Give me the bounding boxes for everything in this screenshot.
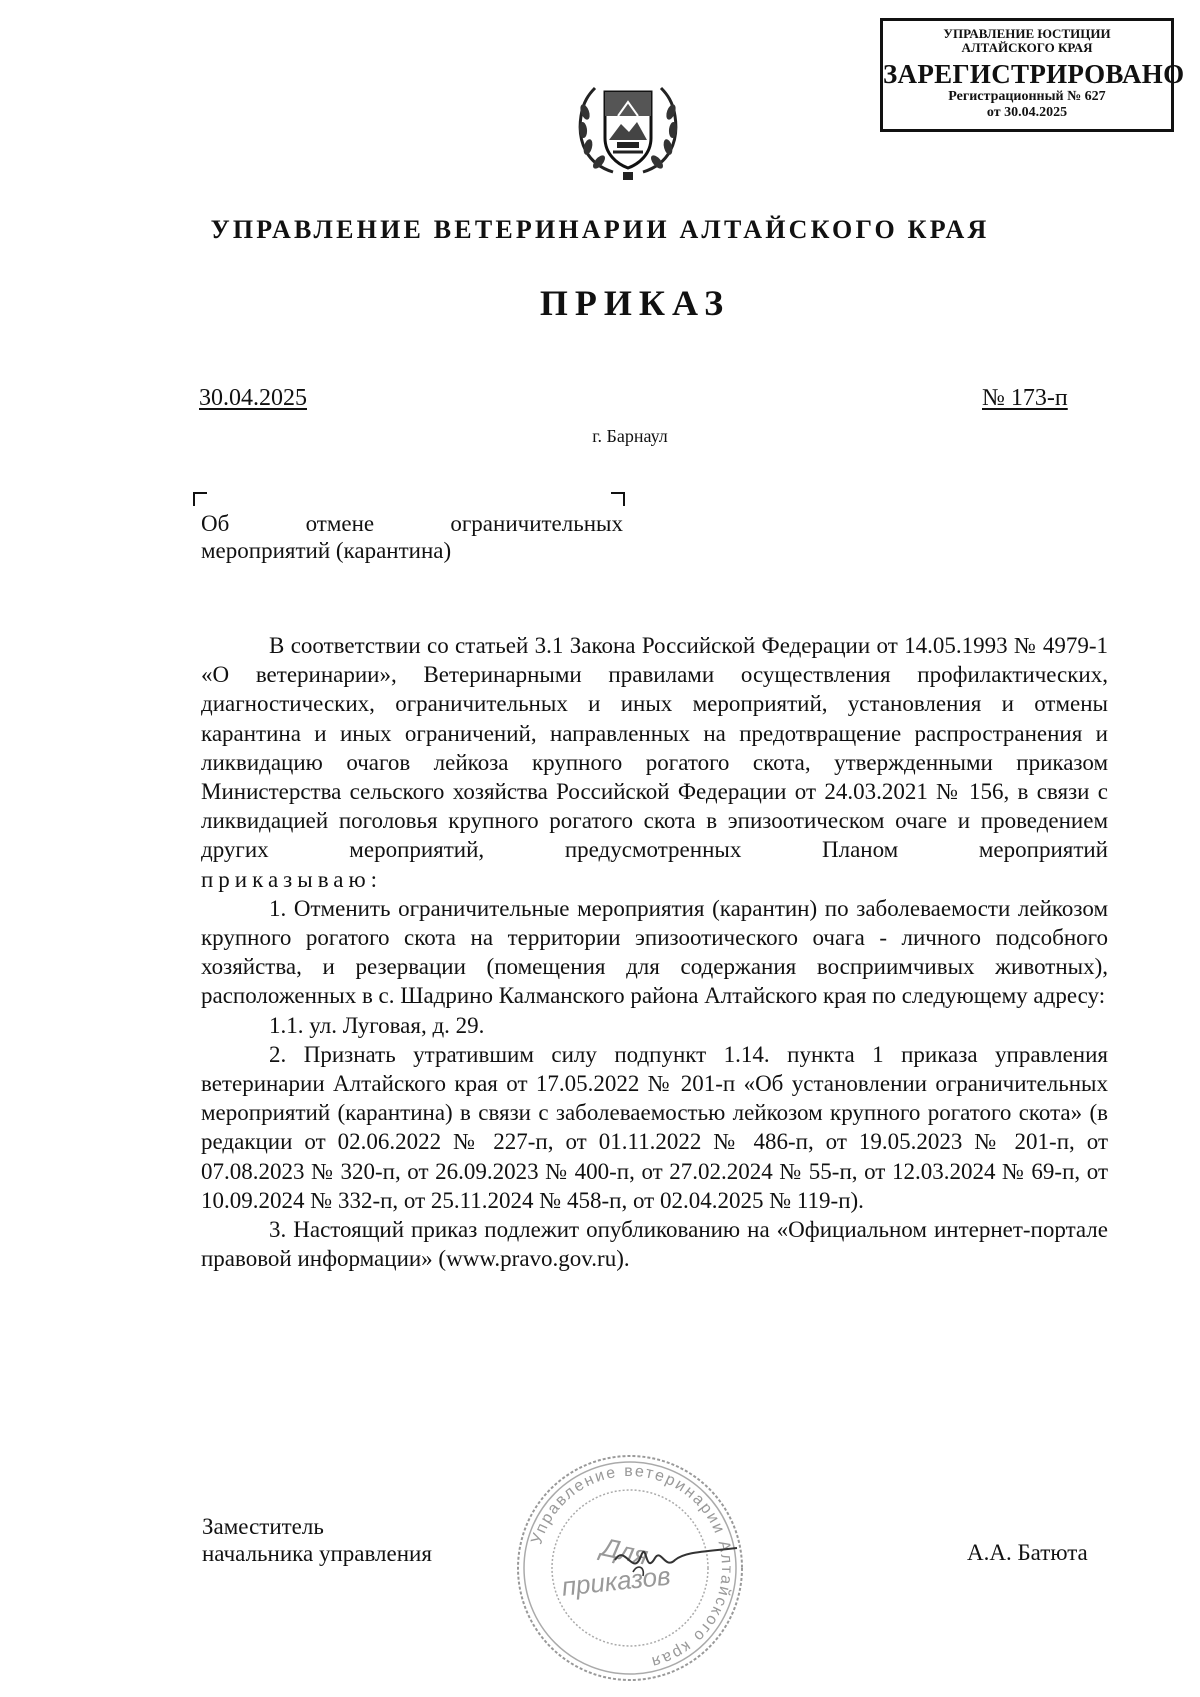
signatory-title-line1: Заместитель [202, 1514, 324, 1539]
official-seal [505, 1448, 755, 1688]
svg-text:приказов: приказов [560, 1560, 672, 1602]
subject-word: ограничительных [450, 511, 623, 536]
item-1-paragraph: 1. Отменить ограничительные мероприятия (карантин) по заболеваемости лейкозом крупного рогатого скота на территории эпизоотического очага - личного подсобного хозяйства, и резервации (помещения для содержания восприимчивых животных), расположенных в с. Шадрино Калманского района Алтайского края по следующему адресу: [201, 895, 1108, 1009]
document-subject [201, 510, 623, 564]
signatory-title [202, 1513, 432, 1567]
registration-number: Регистрационный № 627 [948, 89, 1106, 104]
coat-of-arms-icon [573, 72, 683, 182]
item-2-paragraph: 2. Признать утратившим силу подпункт 1.14. пункта 1 приказа управления ветеринарии Алтайского края от 17.05.2022 № 201-п «Об установлении ограничительных мероприятий (карантина) в связи с заболеваемостью лейкозом крупного рогатого скота» (в редакции от 02.06.2022 № 227-п, от 01.11.2022 № 486-п, от 19.05.2023 № 201-п, от 07.08.2023 № 320-п, от 26.09.2023 № 400-п, от 27.02.2024 № 55-п, от 12.03.2024 № 69-п, от 10.09.2024 № 332-п, от 25.11.2024 № 458-п, от 02.04.2025 № 119-п). [201, 1041, 1108, 1213]
document-city: г. Барнаул [592, 426, 668, 446]
subject-line-1 [201, 510, 623, 537]
document-type: ПРИКАЗ [539, 283, 731, 323]
document-body [201, 631, 1108, 1273]
signatory-name: А.А. Батюта [967, 1540, 1088, 1565]
subject-line-2: мероприятий (карантина) [201, 538, 452, 563]
subject-corner-left [193, 492, 207, 506]
item-3-paragraph: 3. Настоящий приказ подлежит опубликованию на «Официальном интернет-портале правовой информации» (www.pravo.gov.ru). [201, 1217, 1108, 1272]
svg-text:Управление ветеринарии Алтайск: Управление ветеринарии Алтайского края [528, 1462, 736, 1671]
agency-name: УПРАВЛЕНИЕ ВЕТЕРИНАРИИ АЛТАЙСКОГО КРАЯ [210, 215, 990, 244]
command-line [201, 865, 1108, 894]
registration-stamp [880, 18, 1185, 132]
registration-status: ЗАРЕГИСТРИРОВАНО [883, 59, 1185, 89]
preamble-paragraph: В соответствии со статьей 3.1 Закона Российской Федерации от 14.05.1993 № 4979-1 «О ветеринарии», Ветеринарными правилами осуществления профилактических, диагностических, ограничительных и иных мероприятий, установления и отмены карантина и иных ограничений, направленных на предотвращение распространения и ликвидацию очагов лейкоза крупного рогатого скота, утвержденными приказом Министерства сельского хозяйства Российской Федерации от 24.03.2021 № 156, в связи с ликвидацией поголовья крупного рогатого скота в эпизоотическом очаге и проведением других мероприятий, предусмотренных Планом мероприятий [201, 633, 1108, 863]
registration-org-line1: УПРАВЛЕНИЕ ЮСТИЦИИ [943, 26, 1111, 41]
registration-org [883, 27, 1171, 55]
subject-word: Об [201, 511, 230, 536]
document-date: 30.04.2025 [199, 385, 307, 411]
document-number: № 173-п [982, 385, 1068, 411]
item-1-1-paragraph: 1.1. ул. Луговая, д. 29. [269, 1012, 485, 1038]
registration-date: от 30.04.2025 [986, 105, 1068, 120]
command-word: приказываю: [201, 866, 383, 892]
svg-text:Для: Для [598, 1531, 651, 1571]
subject-corner-right [611, 492, 625, 506]
subject-word: отмене [305, 511, 375, 536]
signatory-title-line2: начальника управления [202, 1541, 432, 1566]
registration-org-line2: АЛТАЙСКОГО КРАЯ [961, 40, 1093, 55]
